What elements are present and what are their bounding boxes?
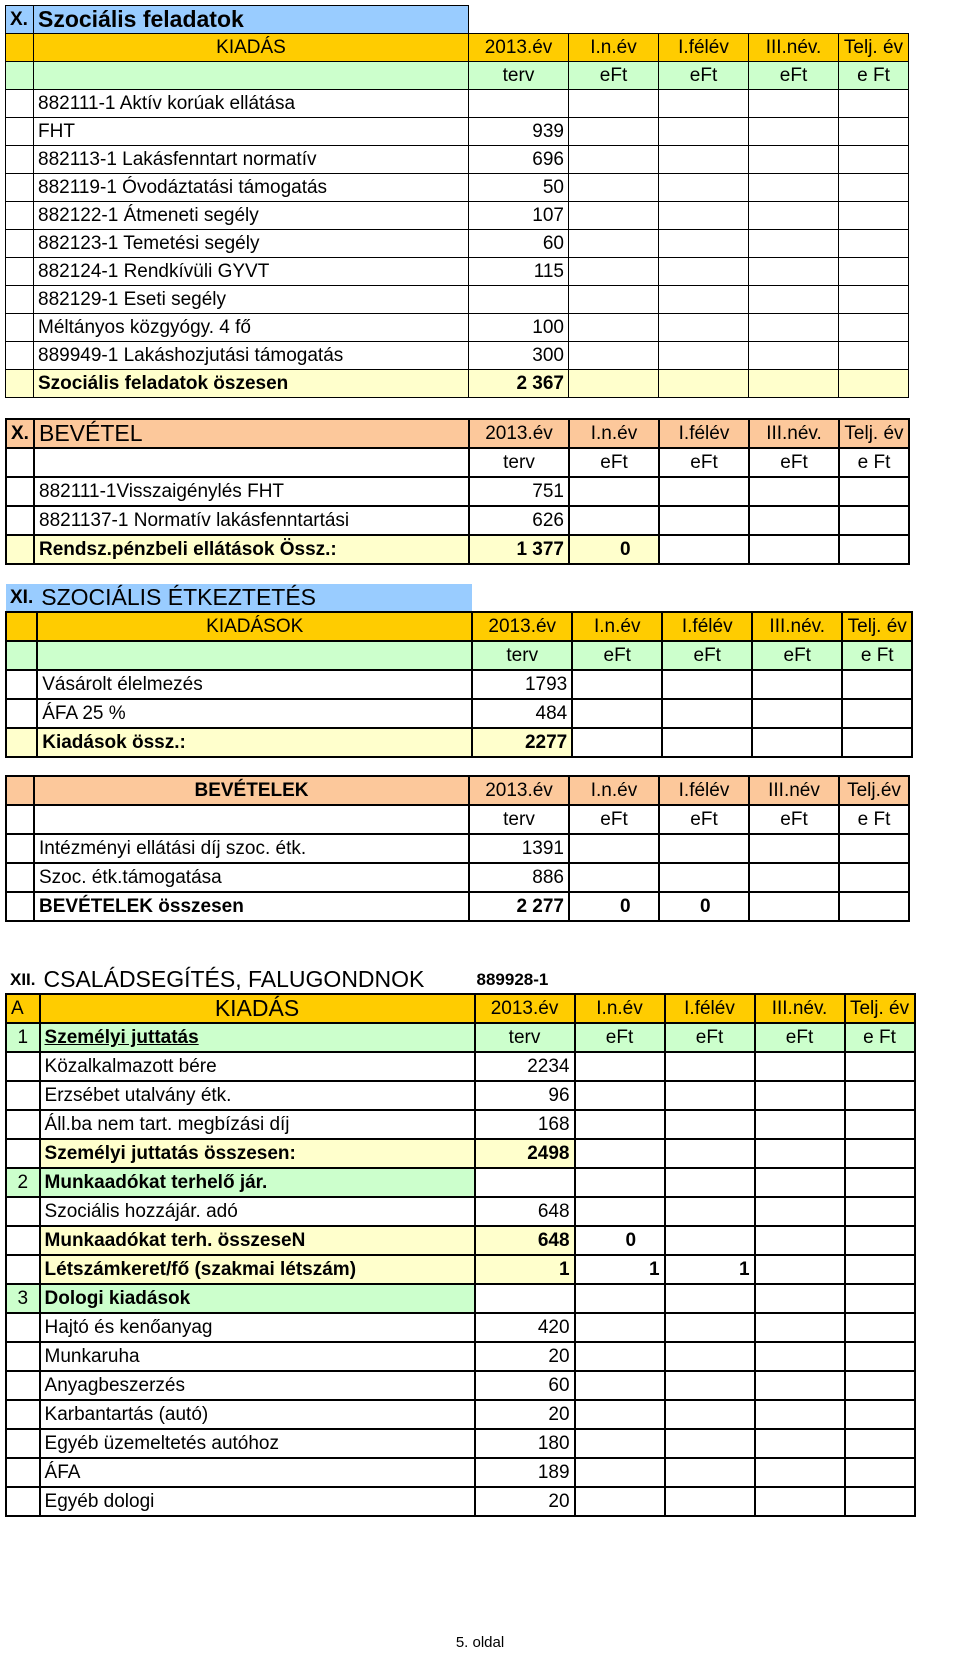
table-row <box>6 146 909 174</box>
bevetelek-header: BEVÉTELEK <box>34 776 469 805</box>
section-title-row <box>6 966 915 994</box>
section-title: SZOCIÁLIS ÉTKEZTETÉS <box>37 584 472 612</box>
col-done: Telj. év <box>845 994 915 1023</box>
staff-q1: 1 <box>575 1255 665 1284</box>
section-xii-table <box>5 966 916 1517</box>
kiadasok-header: KIADÁSOK <box>37 612 472 641</box>
subtotal-q1: 0 <box>575 1226 665 1255</box>
row-label: 882111-1Visszaigénylés FHT <box>34 477 469 506</box>
col-h1: I.félév <box>659 419 749 448</box>
table-row <box>6 1313 915 1342</box>
group-1-header-row <box>6 1023 915 1052</box>
row-label: Egyéb üzemeltetés autóhoz <box>40 1429 475 1458</box>
row-label: Áll.ba nem tart. megbízási díj <box>40 1110 475 1139</box>
row-label: Anyagbeszerzés <box>40 1371 475 1400</box>
subtotal-value: 648 <box>475 1226 575 1255</box>
row-label: Szoc. étk.támogatása <box>34 863 469 892</box>
col-q3: III.név. <box>749 34 839 62</box>
row-value: 420 <box>475 1313 575 1342</box>
unit-header-row <box>6 805 909 834</box>
table-row <box>6 314 909 342</box>
unit-eft: eFt <box>749 805 839 834</box>
unit-plan: terv <box>469 62 569 90</box>
section-title: BEVÉTEL <box>34 419 469 448</box>
row-value: 180 <box>475 1429 575 1458</box>
unit-eft: eFt <box>659 448 749 477</box>
group-2-header-row <box>6 1168 915 1197</box>
col-h1: I.félév <box>659 776 749 805</box>
row-label: 8821137-1 Normatív lakásfenntartási <box>34 506 469 535</box>
subtotal-value: 2498 <box>475 1139 575 1168</box>
staff-h1: 1 <box>665 1255 755 1284</box>
unit-eft: eFt <box>569 62 659 90</box>
unit-plan: terv <box>472 641 572 670</box>
row-value: 60 <box>469 230 569 258</box>
row-label: Erzsébet utalvány étk. <box>40 1081 475 1110</box>
table-row <box>6 1458 915 1487</box>
unit-eft: eFt <box>659 62 749 90</box>
unit-eft: eFt <box>749 448 839 477</box>
row-label: ÁFA 25 % <box>37 699 472 728</box>
total-row <box>6 370 909 398</box>
unit-eft: eFt <box>665 1023 755 1052</box>
section-code: 889928-1 <box>476 970 549 989</box>
table-row <box>6 1487 915 1516</box>
row-label: 882122-1 Átmeneti segély <box>34 202 469 230</box>
total-row <box>6 728 912 757</box>
group-letter: A <box>6 994 40 1023</box>
table-row <box>6 1052 915 1081</box>
col-done: Telj. év <box>839 419 909 448</box>
subtotal-label: Munkaadókat terh. összeseN <box>40 1226 475 1255</box>
table-row <box>6 1371 915 1400</box>
unit-eft: eFt <box>659 805 749 834</box>
row-label: Egyéb dologi <box>40 1487 475 1516</box>
col-q1: I.n.év <box>569 34 659 62</box>
col-done: Telj. év <box>842 612 912 641</box>
total-label: Rendsz.pénzbeli ellátások Össz.: <box>34 535 469 564</box>
unit-eft: e Ft <box>839 62 909 90</box>
total-label: Szociális feladatok öszesen <box>34 370 469 398</box>
table-row <box>6 477 909 506</box>
table-row <box>6 174 909 202</box>
total-value: 1 377 <box>469 535 569 564</box>
section-title: CSALÁDSEGÍTÉS, FALUGONDNOK <box>43 966 425 992</box>
section-x-expenses-table <box>5 5 909 398</box>
total-row <box>6 535 909 564</box>
col-year: 2013.év <box>475 994 575 1023</box>
column-header-row <box>6 34 909 62</box>
unit-header-row <box>6 448 909 477</box>
section-xi-income-table <box>5 775 910 922</box>
staff-row <box>6 1255 915 1284</box>
row-label: 882129-1 Eseti segély <box>34 286 469 314</box>
unit-eft: eFt <box>749 62 839 90</box>
col-q1: I.n.év <box>569 776 659 805</box>
row-label: Intézményi ellátási díj szoc. étk. <box>34 834 469 863</box>
col-q3: III.név. <box>752 612 842 641</box>
row-value: 20 <box>475 1342 575 1371</box>
total-value: 2 277 <box>469 892 569 921</box>
income-header-row <box>6 419 909 448</box>
subtotal-row <box>6 1139 915 1168</box>
row-label: 889949-1 Lakáshozjutási támogatás <box>34 342 469 370</box>
row-label: Karbantartás (autó) <box>40 1400 475 1429</box>
col-h1: I.félév <box>662 612 752 641</box>
section-xi-table <box>5 584 913 758</box>
row-value: 100 <box>469 314 569 342</box>
row-label: 882113-1 Lakásfenntart normatív <box>34 146 469 174</box>
kiadas-header: KIADÁS <box>34 34 469 62</box>
row-value <box>469 286 569 314</box>
col-year: 2013.év <box>472 612 572 641</box>
table-row <box>6 342 909 370</box>
unit-header-row <box>6 641 912 670</box>
row-value: 696 <box>469 146 569 174</box>
unit-eft: eFt <box>662 641 752 670</box>
group-number: 3 <box>6 1284 40 1313</box>
row-value: 300 <box>469 342 569 370</box>
table-row <box>6 258 909 286</box>
section-title-row <box>6 6 909 34</box>
column-header-row <box>6 612 912 641</box>
row-label: FHT <box>34 118 469 146</box>
row-value <box>469 90 569 118</box>
section-number: X. <box>6 6 34 34</box>
row-label: Munkaruha <box>40 1342 475 1371</box>
col-q3: III.név <box>749 776 839 805</box>
section-title-row <box>6 584 912 612</box>
total-value: 2 367 <box>469 370 569 398</box>
row-label: 882111-1 Aktív korúak ellátása <box>34 90 469 118</box>
row-value: 751 <box>469 477 569 506</box>
table-row <box>6 90 909 118</box>
row-value: 50 <box>469 174 569 202</box>
table-row <box>6 1400 915 1429</box>
total-label: BEVÉTELEK összesen <box>34 892 469 921</box>
subtotal-row <box>6 1226 915 1255</box>
row-label: Hajtó és kenőanyag <box>40 1313 475 1342</box>
table-row <box>6 699 912 728</box>
row-value: 1793 <box>472 670 572 699</box>
row-value: 648 <box>475 1197 575 1226</box>
unit-eft: eFt <box>569 805 659 834</box>
total-value: 2277 <box>472 728 572 757</box>
row-value: 60 <box>475 1371 575 1400</box>
unit-eft: eFt <box>569 448 659 477</box>
section-number: XI. <box>6 584 37 612</box>
row-value: 939 <box>469 118 569 146</box>
row-label: Közalkalmazott bére <box>40 1052 475 1081</box>
group-3-header-row <box>6 1284 915 1313</box>
unit-plan: terv <box>475 1023 575 1052</box>
unit-plan: terv <box>469 448 569 477</box>
staff-year: 1 <box>475 1255 575 1284</box>
unit-eft: e Ft <box>842 641 912 670</box>
table-row <box>6 1342 915 1371</box>
kiadas-header: KIADÁS <box>40 994 475 1023</box>
unit-plan: terv <box>469 805 569 834</box>
col-h1: I.félév <box>665 994 755 1023</box>
row-label: 882119-1 Óvodáztatási támogatás <box>34 174 469 202</box>
table-row <box>6 1110 915 1139</box>
income-header-row <box>6 776 909 805</box>
col-q1: I.n.év <box>569 419 659 448</box>
group-label: Személyi juttatás <box>40 1023 475 1052</box>
row-value: 96 <box>475 1081 575 1110</box>
table-row <box>6 202 909 230</box>
row-value: 1391 <box>469 834 569 863</box>
subtotal-label: Személyi juttatás összesen: <box>40 1139 475 1168</box>
row-value: 886 <box>469 863 569 892</box>
table-row <box>6 1081 915 1110</box>
row-value: 626 <box>469 506 569 535</box>
unit-eft: eFt <box>755 1023 845 1052</box>
section-number: XII. <box>10 970 36 989</box>
col-done: Telj. év <box>839 34 909 62</box>
total-label: Kiadások össz.: <box>37 728 472 757</box>
group-label: Munkaadókat terhelő jár. <box>40 1168 475 1197</box>
page-footer: 5. oldal <box>455 1634 505 1651</box>
col-year: 2013.év <box>469 776 569 805</box>
col-done: Telj.év <box>839 776 909 805</box>
group-label: Dologi kiadások <box>40 1284 475 1313</box>
col-q1: I.n.év <box>575 994 665 1023</box>
table-row <box>6 1197 915 1226</box>
row-value: 168 <box>475 1110 575 1139</box>
row-value: 189 <box>475 1458 575 1487</box>
unit-eft: e Ft <box>845 1023 915 1052</box>
table-row <box>6 1429 915 1458</box>
group-number: 2 <box>6 1168 40 1197</box>
table-row <box>6 286 909 314</box>
unit-eft: eFt <box>575 1023 665 1052</box>
col-q3: III.név. <box>755 994 845 1023</box>
row-label: 882124-1 Rendkívüli GYVT <box>34 258 469 286</box>
unit-eft: e Ft <box>839 805 909 834</box>
row-label: 882123-1 Temetési segély <box>34 230 469 258</box>
row-value: 20 <box>475 1400 575 1429</box>
table-row <box>6 834 909 863</box>
table-row <box>6 506 909 535</box>
unit-eft: eFt <box>572 641 662 670</box>
col-year: 2013.év <box>469 34 569 62</box>
section-title: Szociális feladatok <box>34 6 469 34</box>
row-value: 20 <box>475 1487 575 1516</box>
row-value: 484 <box>472 699 572 728</box>
unit-eft: e Ft <box>839 448 909 477</box>
group-number: 1 <box>6 1023 40 1052</box>
col-q1: I.n.év <box>572 612 662 641</box>
row-label: Vásárolt élelmezés <box>37 670 472 699</box>
total-row <box>6 892 909 921</box>
unit-eft: eFt <box>752 641 842 670</box>
table-row <box>6 863 909 892</box>
total-q1: 0 <box>569 892 659 921</box>
row-value: 115 <box>469 258 569 286</box>
row-label: Méltányos közgyógy. 4 fő <box>34 314 469 342</box>
column-header-row <box>6 994 915 1023</box>
total-h1: 0 <box>659 892 749 921</box>
col-h1: I.félév <box>659 34 749 62</box>
col-year: 2013.év <box>469 419 569 448</box>
row-label: Szociális hozzájár. adó <box>40 1197 475 1226</box>
staff-label: Létszámkeret/fő (szakmai létszám) <box>40 1255 475 1284</box>
row-label: ÁFA <box>40 1458 475 1487</box>
unit-header-row <box>6 62 909 90</box>
table-row <box>6 230 909 258</box>
section-x-income-table <box>5 418 910 565</box>
row-value: 107 <box>469 202 569 230</box>
section-number: X. <box>6 419 34 448</box>
col-q3: III.név. <box>749 419 839 448</box>
table-row <box>6 118 909 146</box>
total-q1: 0 <box>569 535 659 564</box>
row-value: 2234 <box>475 1052 575 1081</box>
table-row <box>6 670 912 699</box>
